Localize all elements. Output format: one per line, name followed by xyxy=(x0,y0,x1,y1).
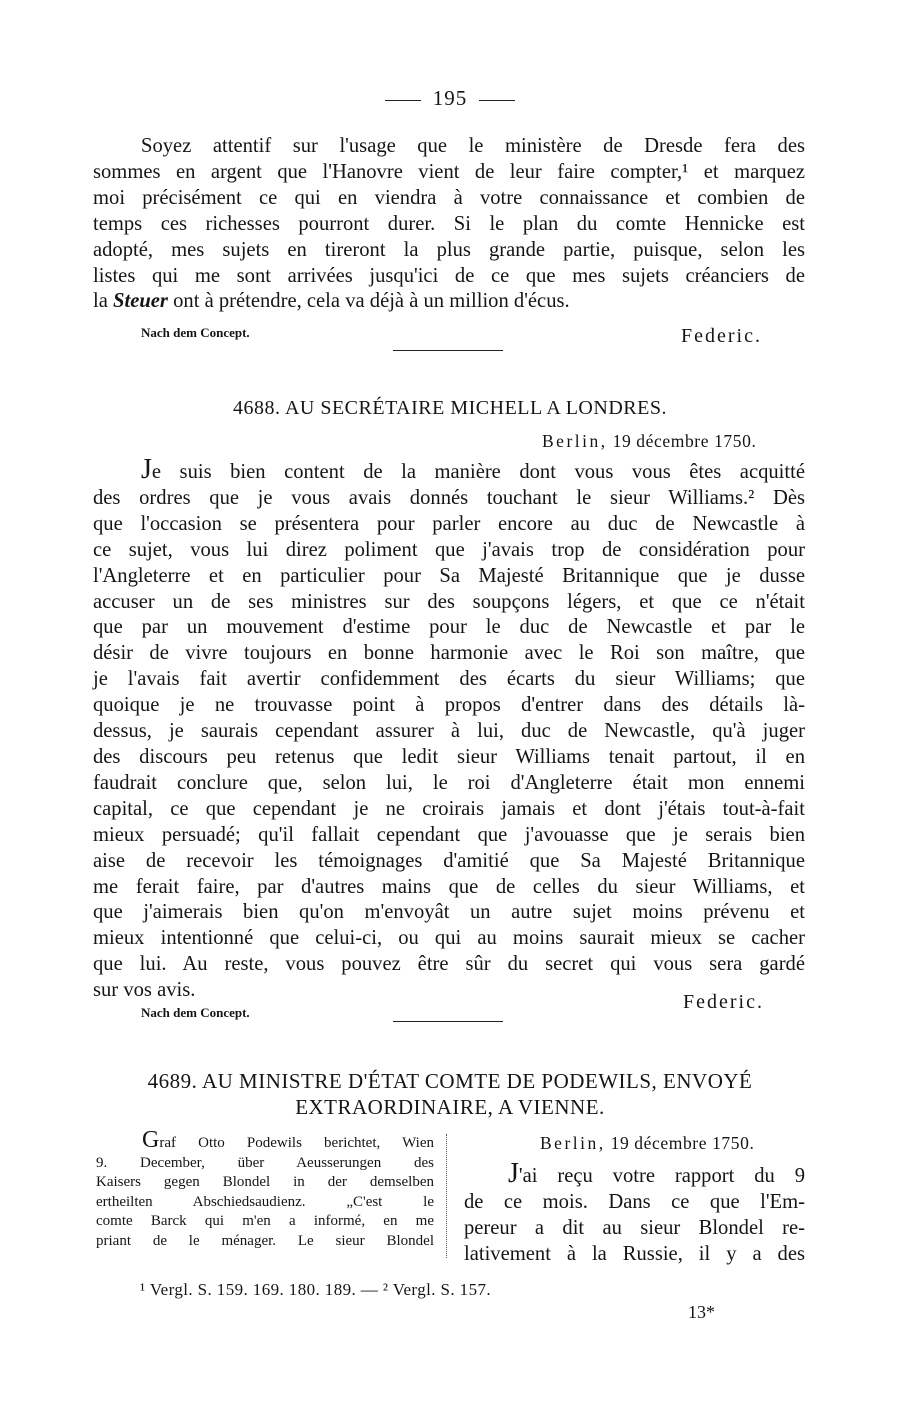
text-line: dessus, je saurais cependant assurer à lui, duc de Newcastle, qu'à juger xyxy=(93,720,805,743)
text-fragment: raf Otto Podewils berichtet, Wien xyxy=(159,1135,434,1151)
text-fragment: 'ai reçu votre rapport du 9 xyxy=(518,1165,805,1187)
text-line: pereur a dit au sieur Blondel re- xyxy=(464,1216,805,1239)
continuation-paragraph xyxy=(93,134,805,315)
text-line: sur vos avis. xyxy=(93,979,196,1002)
text-line: mieux intentionné que celui-ci, ou qui au moins saurait mieux se cacher xyxy=(93,927,805,950)
source-note: Nach dem Concept. xyxy=(141,1005,250,1020)
summary-line: comte Barck qui m'en a informé, en me xyxy=(96,1213,434,1229)
summary-line: priant de le ménager. Le sieur Blondel xyxy=(96,1232,434,1249)
letter-heading xyxy=(0,1068,900,1120)
text-line: capital, ce que cependant je ne croirais jamais et dont j'étais tout-à-fait xyxy=(93,797,805,820)
text-line: que lui. Au reste, vous pouvez être sûr du secret qui vous sera gardé xyxy=(93,953,805,976)
text-line: faudrait conclure que, selon lui, le roi d'Angleterre était mon ennemi xyxy=(93,771,805,794)
text-line: je l'avais fait avertir confidemment des écarts du sieur Williams; que xyxy=(93,668,805,691)
letter-body xyxy=(464,1160,805,1268)
text-line: adopté, mes sujets en tireront la plus grande partie, puisque, selon les xyxy=(93,238,805,261)
dateline-place: Berlin, xyxy=(540,1133,606,1153)
summary-line: ertheilten Abschiedsaudienz. „C'est le xyxy=(96,1193,434,1210)
text-line: que par un mouvement d'estime pour le duc de Newcastle et par le xyxy=(93,616,805,639)
text-line xyxy=(464,1160,805,1190)
text-line: aise de recevoir les témoignages d'amitié que Sa Majesté Britannique xyxy=(93,849,805,872)
summary-line: 9. December, über Aeusserungen des xyxy=(96,1154,434,1171)
letter-body xyxy=(93,456,805,1004)
text-line: me ferait faire, par d'autres mains que de celles du sieur Williams, et xyxy=(93,875,805,898)
text-line: désir de vivre toujours en bonne harmonie avec le Roi son maître, que xyxy=(93,642,805,665)
header-dash-right xyxy=(479,100,515,101)
letter-heading: 4688. AU SECRÉTAIRE MICHELL A LONDRES. xyxy=(233,397,667,419)
header-dash-left xyxy=(385,100,421,101)
text-line: des ordres que je vous avais donnés touchant le sieur Williams.² Dès xyxy=(93,486,805,509)
text-line: l'Angleterre et en particulier pour Sa Majesté Britannique que je dusse xyxy=(93,564,805,587)
column-divider xyxy=(446,1134,447,1258)
page-header xyxy=(0,86,900,111)
dateline xyxy=(540,1133,754,1154)
dateline-date: 19 décembre 1750. xyxy=(612,431,757,451)
text-line xyxy=(93,456,805,486)
text-line: que l'occasion se présentera pour parler encore au duc de Newcastle à xyxy=(93,512,805,535)
text-line: accuser un de ses ministres sur des soupçons légers, et que ce n'était xyxy=(93,590,805,613)
text-line xyxy=(93,289,805,315)
signature-mark: 13* xyxy=(688,1302,715,1322)
text-fragment: ont à prétendre, cela va déjà à un million d'écus. xyxy=(167,290,570,313)
summary-line: Kaisers gegen Blondel in der demselben xyxy=(96,1174,434,1190)
text-line: que j'aimerais bien qu'on m'envoyât un autre sujet moins prévenu et xyxy=(93,901,805,924)
drop-cap: G xyxy=(142,1127,160,1153)
text-line: ce sujet, vous lui direz poliment que j'avais trop de considération pour xyxy=(93,538,805,561)
text-line: Soyez attentif sur l'usage que le ministère de Dresde fera des xyxy=(141,135,805,157)
text-line: de ce mois. Dans ce que l'Em- xyxy=(464,1190,805,1213)
text-line: lativement à la Russie, il y a des xyxy=(464,1242,805,1265)
source-note: Nach dem Concept. xyxy=(141,325,250,340)
text-line: moi précisément ce qui en viendra à votre connaissance et combien de xyxy=(93,186,805,209)
section-divider xyxy=(393,1021,503,1022)
page-number: 195 xyxy=(432,86,468,110)
text-line: listes qui me sont arrivées jusqu'ici de ce que mes sujets créanciers de xyxy=(93,264,805,287)
text-line: temps ces richesses pourront durer. Si le plan du comte Hennicke est xyxy=(93,212,805,235)
dateline xyxy=(542,431,756,452)
footnotes: ¹ Vergl. S. 159. 169. 180. 189. — ² Vergl. S. 157. xyxy=(140,1280,492,1299)
summary-column xyxy=(96,1128,434,1251)
heading-line: EXTRAORDINAIRE, A VIENNE. xyxy=(295,1095,605,1119)
italic-term: Steuer xyxy=(113,290,168,313)
text-line: quoique je ne trouvasse point à propos d'entrer dans des détails là- xyxy=(93,694,805,717)
text-line: des discours peu retenus que ledit sieur Williams tenait partout, il en xyxy=(93,745,805,768)
text-fragment: e suis bien content de la manière dont vous vous êtes acquitté xyxy=(151,461,805,483)
signature: Federic. xyxy=(683,991,764,1013)
signature: Federic. xyxy=(681,325,762,347)
section-divider xyxy=(393,350,503,351)
heading-line: 4689. AU MINISTRE D'ÉTAT COMTE DE PODEWILS, ENVOYÉ xyxy=(147,1069,753,1093)
text-line: sommes en argent que l'Hanovre vient de leur faire compter,¹ et marquez xyxy=(93,160,805,183)
dateline-date: 19 décembre 1750. xyxy=(610,1133,755,1153)
dateline-place: Berlin, xyxy=(542,431,608,451)
drop-cap: J xyxy=(141,454,152,485)
summary-line xyxy=(96,1128,434,1154)
text-fragment: la xyxy=(93,290,114,313)
text-line: mieux persuadé; qu'il fallait cependant que j'avouasse que je serais bien xyxy=(93,823,805,846)
drop-cap: J xyxy=(508,1158,519,1189)
